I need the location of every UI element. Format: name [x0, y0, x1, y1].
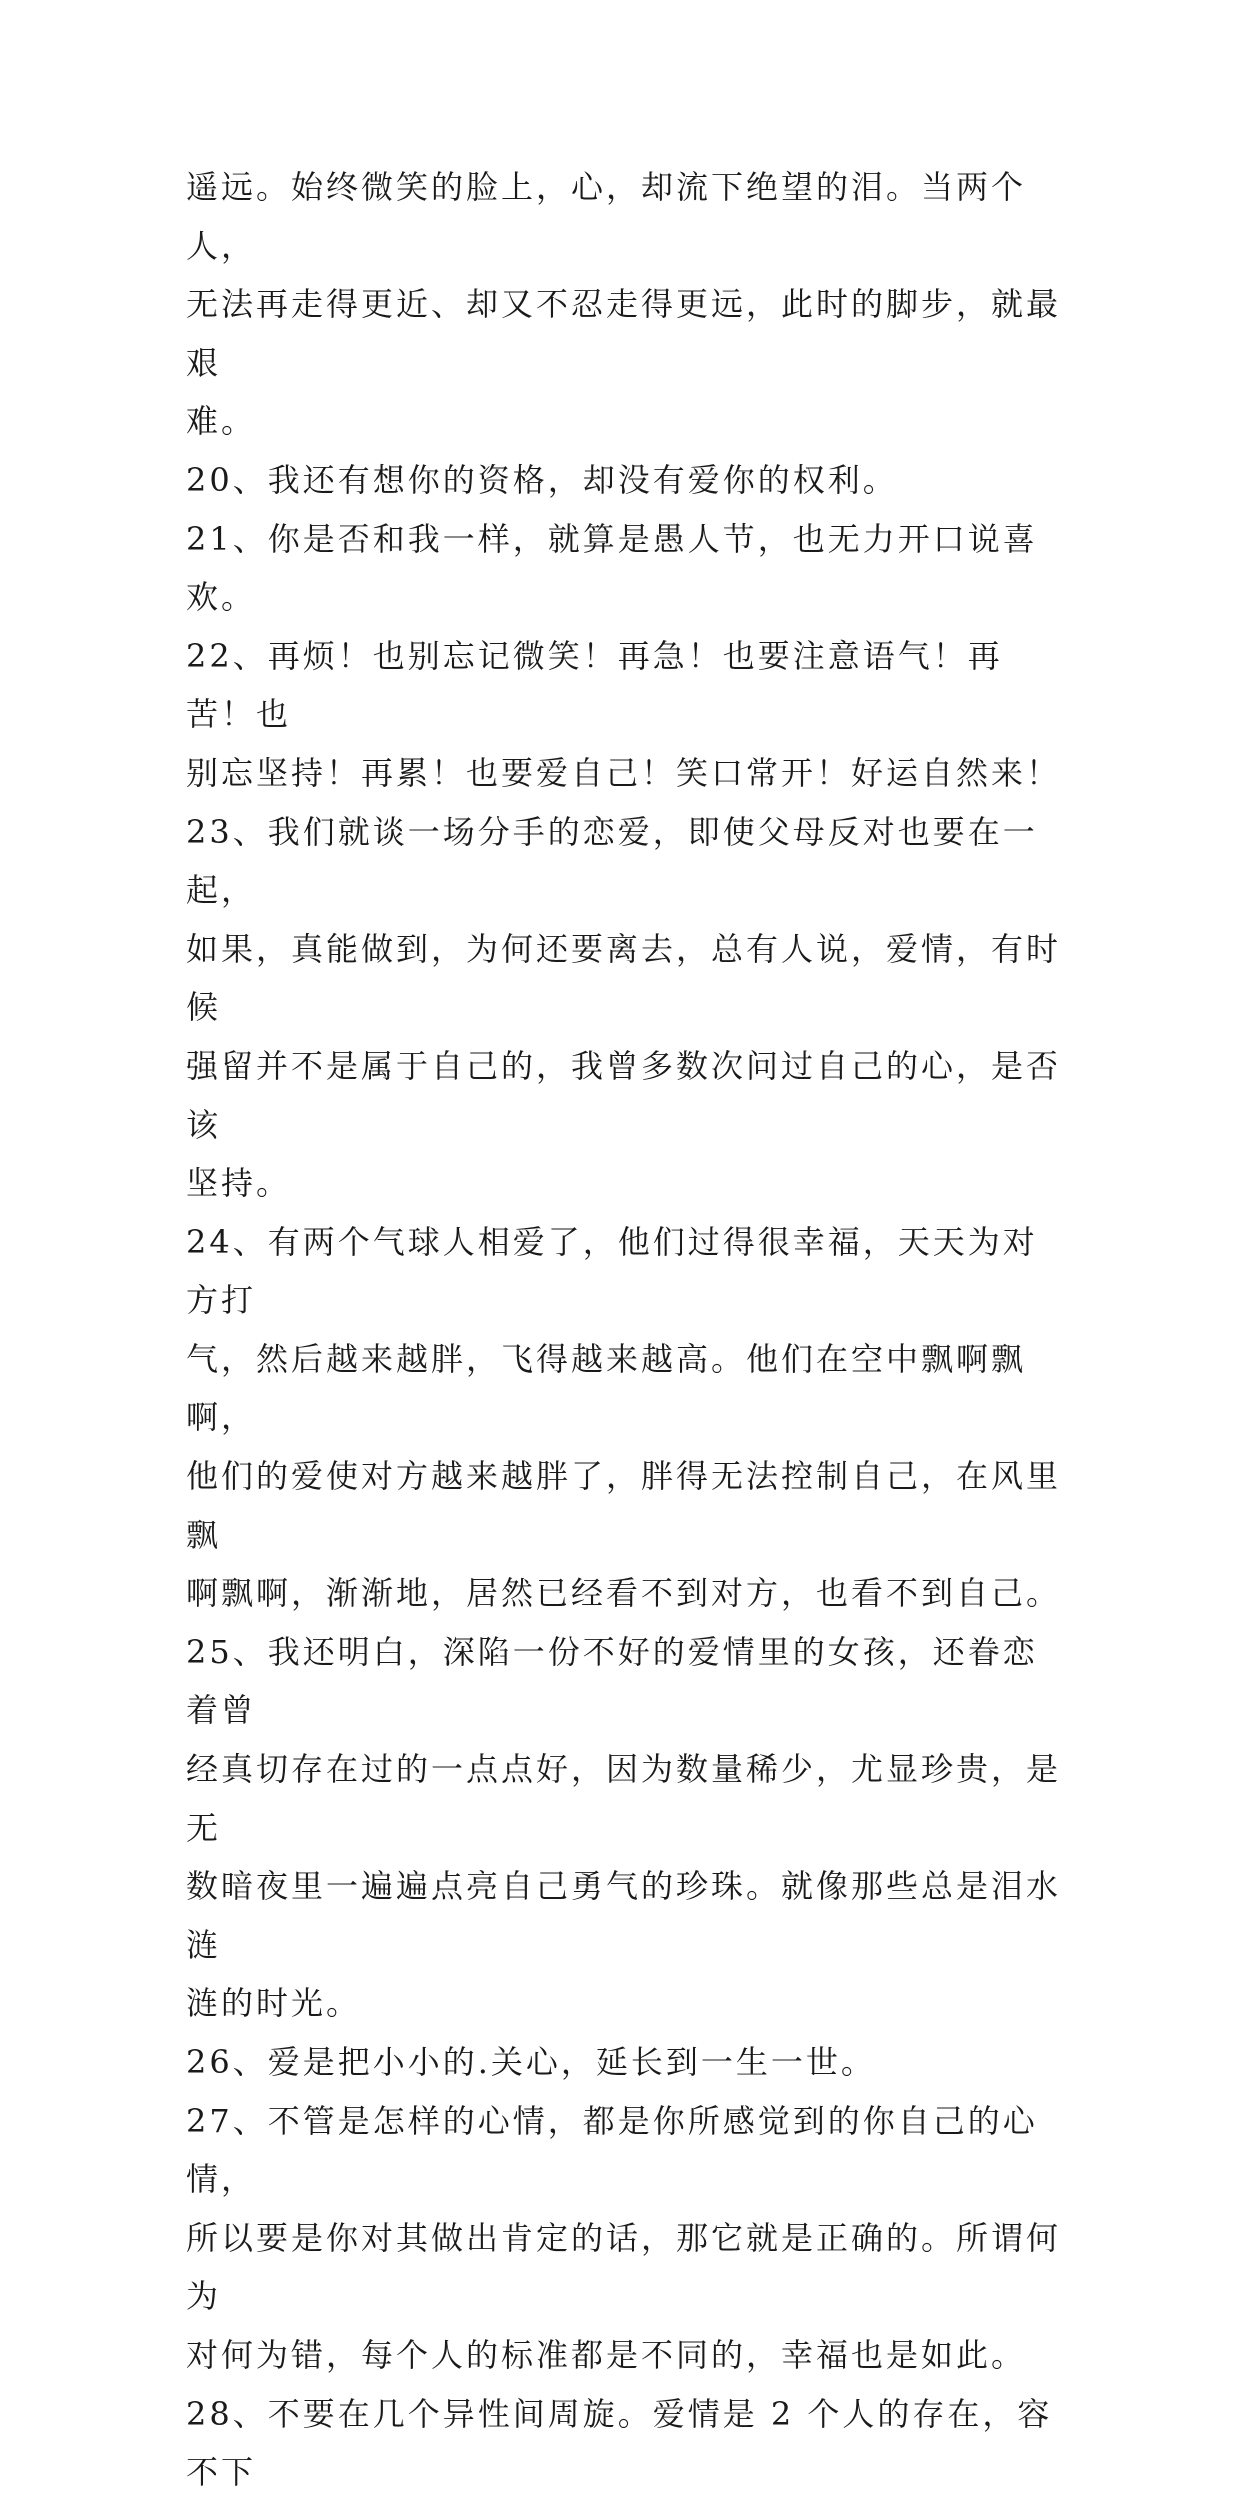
paragraph-item-24: 24、有两个气球人相爱了，他们过得很幸福，天天为对方打 气，然后越来越胖，飞得越来越高。他们在空中飘啊飘啊， 他们的爱使对方越来越胖了，胖得无法控制自己，在风里飘 啊飘啊，渐渐地，居然已经看不到对方，也看不到自己。	[186, 1222, 1062, 1613]
paragraph-item-25: 25、我还明白，深陷一份不好的爱情里的女孩，还眷恋着曾 经真切存在过的一点点好，因为数量稀少，尤显珍贵，是无 数暗夜里一遍遍点亮自己勇气的珍珠。就像那些总是泪水涟 涟的时光。	[186, 1632, 1062, 2023]
paragraph-item-23: 23、我们就谈一场分手的恋爱，即使父母反对也要在一起， 如果，真能做到，为何还要离去，总有人说，爱情，有时候 强留并不是属于自己的，我曾多数次问过自己的心，是否该 坚持。	[186, 812, 1062, 1203]
paragraph-item-21: 21、你是否和我一样，就算是愚人节，也无力开口说喜欢。	[186, 519, 1038, 617]
paragraph-item-27: 27、不管是怎样的心情，都是你所感觉到的你自己的心情， 所以要是你对其做出肯定的话，那它就是正确的。所谓何为 对何为错，每个人的标准都是不同的，幸福也是如此。	[186, 2101, 1062, 2374]
paragraph-item-28: 28、不要在几个异性间周旋。爱情是 2 个人的存在，容不下	[186, 2394, 1053, 2492]
document-body	[186, 158, 1066, 2502]
paragraph-continuation: 遥远。始终微笑的脸上，心，却流下绝望的泪。当两个人， 无法再走得更近、却又不忍走得更远，此时的脚步，就最艰 难。	[186, 168, 1062, 441]
paragraph-item-20: 20、我还有想你的资格，却没有爱你的权利。	[186, 460, 898, 499]
paragraph-item-22: 22、再烦！也别忘记微笑！再急！也要注意语气！再苦！也 别忘坚持！再累！也要爱自己！笑口常开！好运自然来！	[186, 636, 1062, 792]
paragraph-item-26: 26、爱是把小小的.关心，延长到一生一世。	[186, 2043, 876, 2081]
